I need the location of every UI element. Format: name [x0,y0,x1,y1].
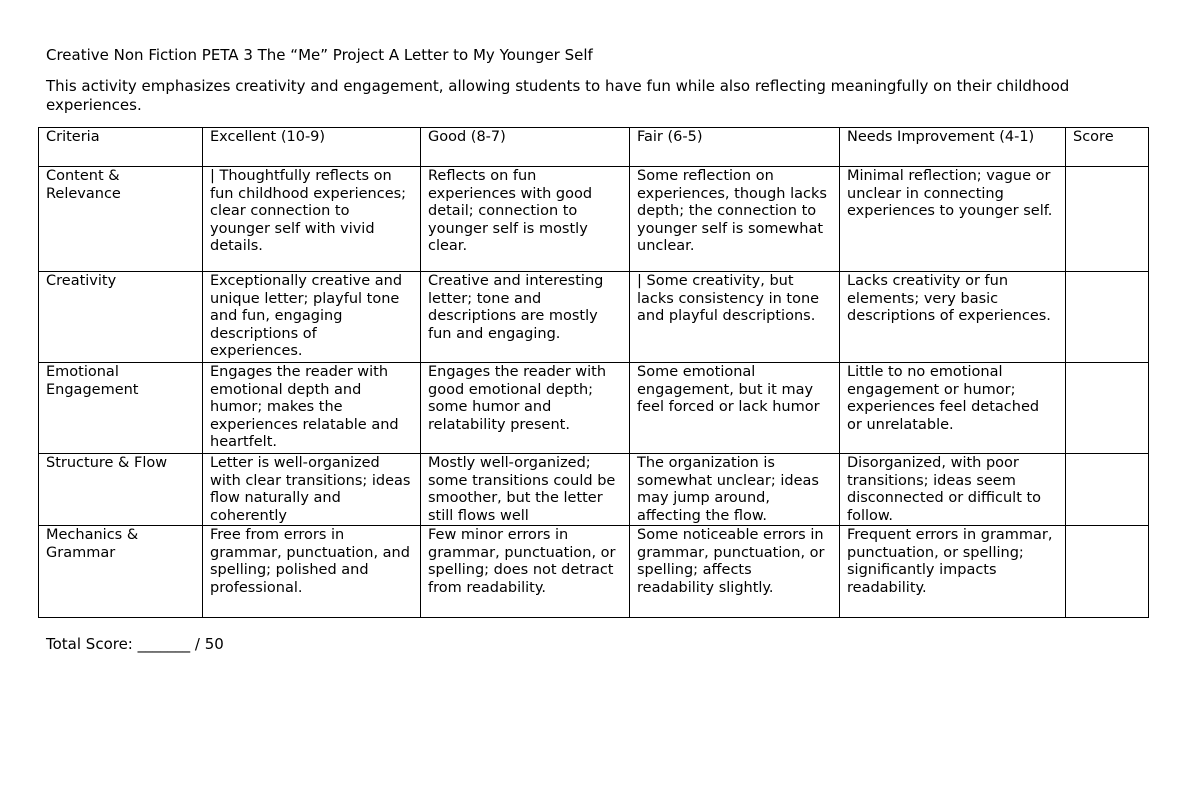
criteria-cell: Structure & Flow [39,454,203,526]
table-cell: The organization is somewhat unclear; ideas may jump around, affecting the flow. [630,454,840,526]
table-cell: Engages the reader with good emotional depth; some humor and relatability present. [421,363,630,454]
table-cell: Few minor errors in grammar, punctuation, or spelling; does not detract from readability. [421,526,630,618]
score-cell [1066,272,1149,363]
table-cell: Disorganized, with poor transitions; ideas seem disconnected or difficult to follow. [840,454,1066,526]
criteria-cell: Content & Relevance [39,167,203,272]
table-cell: Lacks creativity or fun elements; very basic descriptions of experiences. [840,272,1066,363]
criteria-cell: Creativity [39,272,203,363]
table-cell: Mostly well-organized; some transitions could be smoother, but the letter still flows well [421,454,630,526]
table-cell: | Some creativity, but lacks consistency in tone and playful descriptions. [630,272,840,363]
document-title: Creative Non Fiction PETA 3 The “Me” Project A Letter to My Younger Self [46,46,593,64]
table-cell: Exceptionally creative and unique letter; playful tone and fun, engaging descriptions of experiences. [203,272,421,363]
header-cell-needs-improvement: Needs Improvement (4-1) [840,128,1066,167]
score-cell [1066,167,1149,272]
header-cell-score: Score [1066,128,1149,167]
score-cell [1066,526,1149,618]
table-cell: Some reflection on experiences, though lacks depth; the connection to younger self is somewhat unclear. [630,167,840,272]
score-cell [1066,454,1149,526]
table-cell: Engages the reader with emotional depth and humor; makes the experiences relatable and heartfelt. [203,363,421,454]
header-cell-criteria: Criteria [39,128,203,167]
table-cell: Frequent errors in grammar, punctuation, or spelling; significantly impacts readability. [840,526,1066,618]
table-cell: Some noticeable errors in grammar, punctuation, or spelling; affects readability slightly. [630,526,840,618]
table-cell: Some emotional engagement, but it may feel forced or lack humor [630,363,840,454]
table-cell: Little to no emotional engagement or humor; experiences feel detached or unrelatable. [840,363,1066,454]
table-cell: Letter is well-organized with clear transitions; ideas flow naturally and coherently [203,454,421,526]
table-cell: Creative and interesting letter; tone and descriptions are mostly fun and engaging. [421,272,630,363]
table-row [39,526,1149,618]
intro-paragraph: This activity emphasizes creativity and engagement, allowing students to have fun while also reflecting meaningfully on their childhood experiences. [46,77,1070,114]
table-row [39,454,1149,526]
header-cell-excellent: Excellent (10-9) [203,128,421,167]
table-cell: Free from errors in grammar, punctuation, and spelling; polished and professional. [203,526,421,618]
table-header-row [39,128,1149,167]
criteria-cell: Emotional Engagement [39,363,203,454]
header-cell-good: Good (8-7) [421,128,630,167]
table-row [39,363,1149,454]
table-row [39,272,1149,363]
table-cell: Minimal reflection; vague or unclear in connecting experiences to younger self. [840,167,1066,272]
table-cell: | Thoughtfully reflects on fun childhood experiences; clear connection to younger self with vivid details. [203,167,421,272]
table-row [39,167,1149,272]
total-score-line: Total Score: _______ / 50 [46,635,224,653]
table-cell: Reflects on fun experiences with good detail; connection to younger self is mostly clear. [421,167,630,272]
criteria-cell: Mechanics & Grammar [39,526,203,618]
score-cell [1066,363,1149,454]
header-cell-fair: Fair (6-5) [630,128,840,167]
rubric-table [38,127,1149,618]
